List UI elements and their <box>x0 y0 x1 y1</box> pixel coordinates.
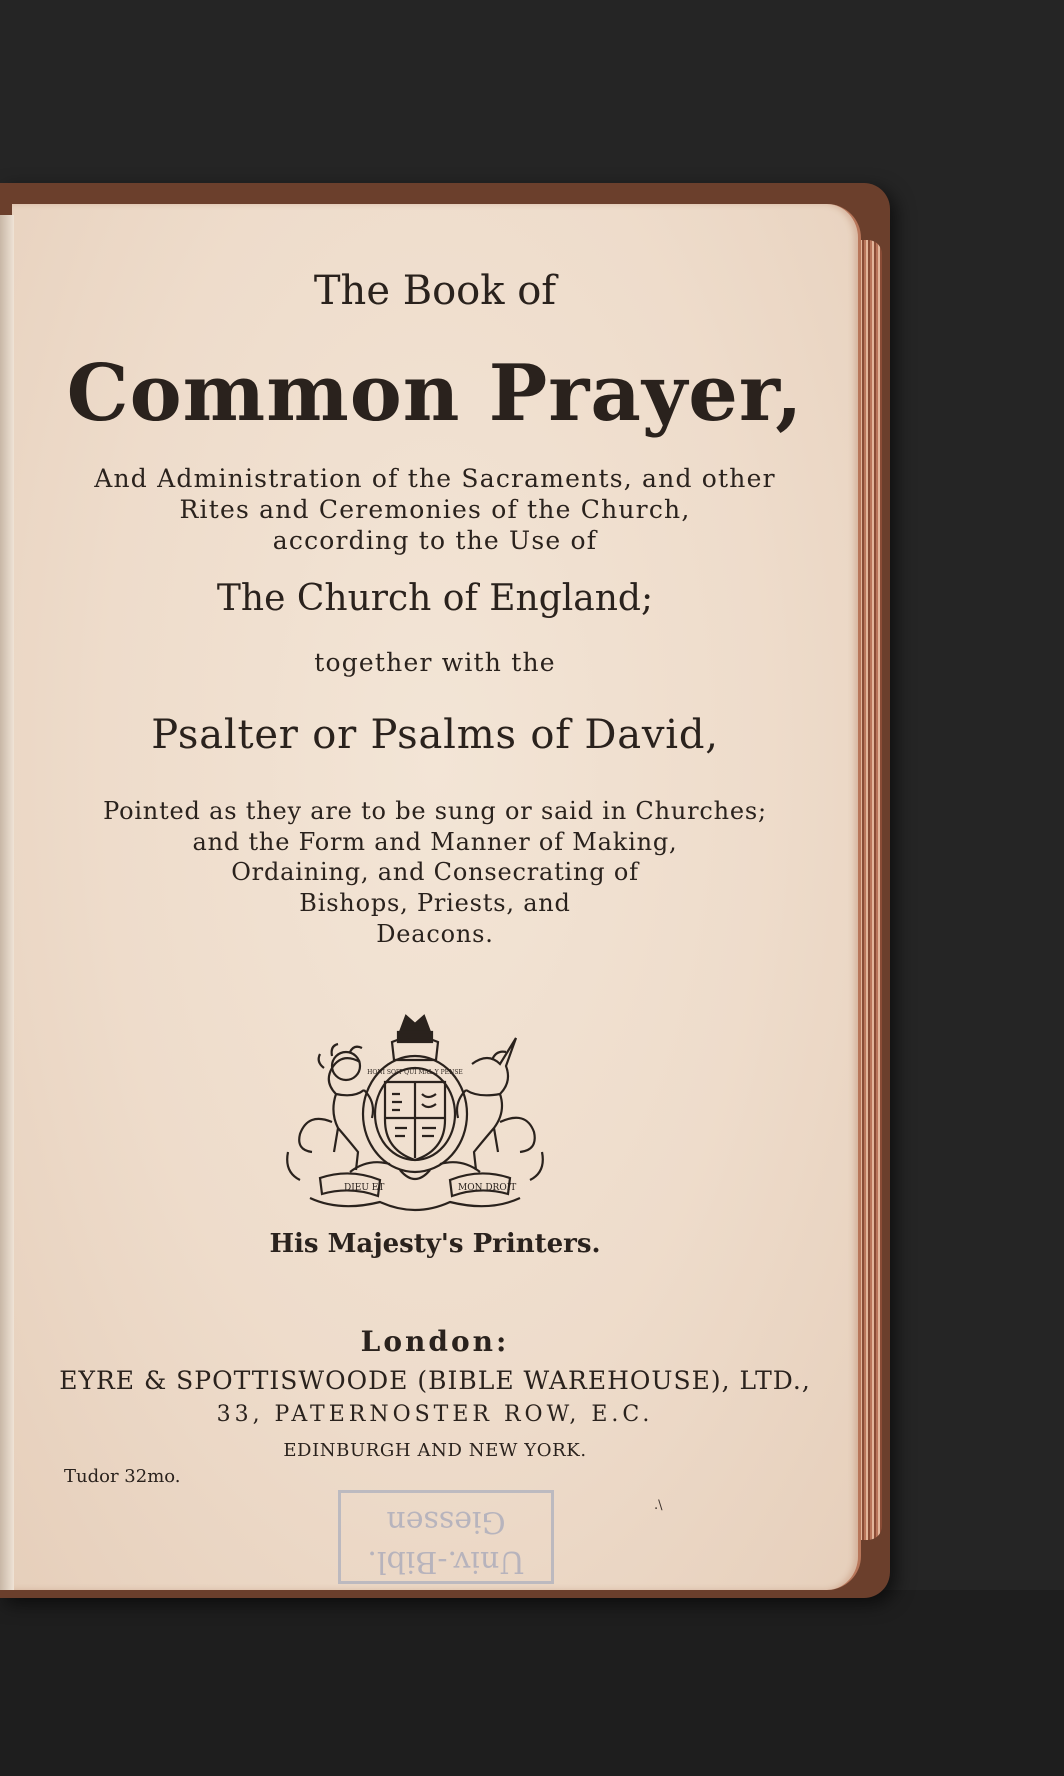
title-line-book-of: The Book of <box>313 268 557 314</box>
pointed-line-4: Bishops, Priests, and <box>299 889 571 917</box>
church-of-england-line: The Church of England; <box>216 578 654 619</box>
library-stamp: Univ.-Bibl. Giessen <box>338 1490 554 1584</box>
admin-line-3: according to the Use of <box>272 526 598 555</box>
table-surface <box>0 1590 1064 1776</box>
royal-coat-of-arms-icon <box>280 1002 550 1222</box>
together-with-line: together with the <box>314 648 556 677</box>
psalter-line: Psalter or Psalms of David, <box>151 712 719 758</box>
title-line-common-prayer: Common Prayer, <box>66 348 804 439</box>
edition-label: Tudor 32mo. <box>64 1466 181 1487</box>
admin-line-1: And Administration of the Sacraments, and other <box>94 464 776 493</box>
address-line: 33, PATERNOSTER ROW, E.C. <box>216 1402 654 1427</box>
crest-motto-left: DIEU ET <box>344 1183 385 1193</box>
publisher-line: EYRE & SPOTTISWOODE (BIBLE WAREHOUSE), LTD., <box>59 1366 811 1395</box>
pointed-line-3: Ordaining, and Consecrating of <box>231 858 639 886</box>
crest-garter-text: HONI SOIT QUI MAL Y PENSE <box>367 1069 463 1076</box>
crest-motto-right: MON DROIT <box>458 1183 517 1193</box>
london-line: London: <box>360 1325 510 1358</box>
admin-line-2: Rites and Ceremonies of the Church, <box>179 495 691 524</box>
corner-mark: .\ <box>654 1498 663 1513</box>
pointed-line-2: and the Form and Manner of Making, <box>192 828 678 856</box>
cities-line: EDINBURGH AND NEW YORK. <box>283 1440 587 1461</box>
pointed-line-1: Pointed as they are to be sung or said in Churches; <box>103 797 767 825</box>
printers-line: His Majesty's Printers. <box>269 1229 601 1259</box>
pointed-line-5: Deacons. <box>376 920 494 948</box>
